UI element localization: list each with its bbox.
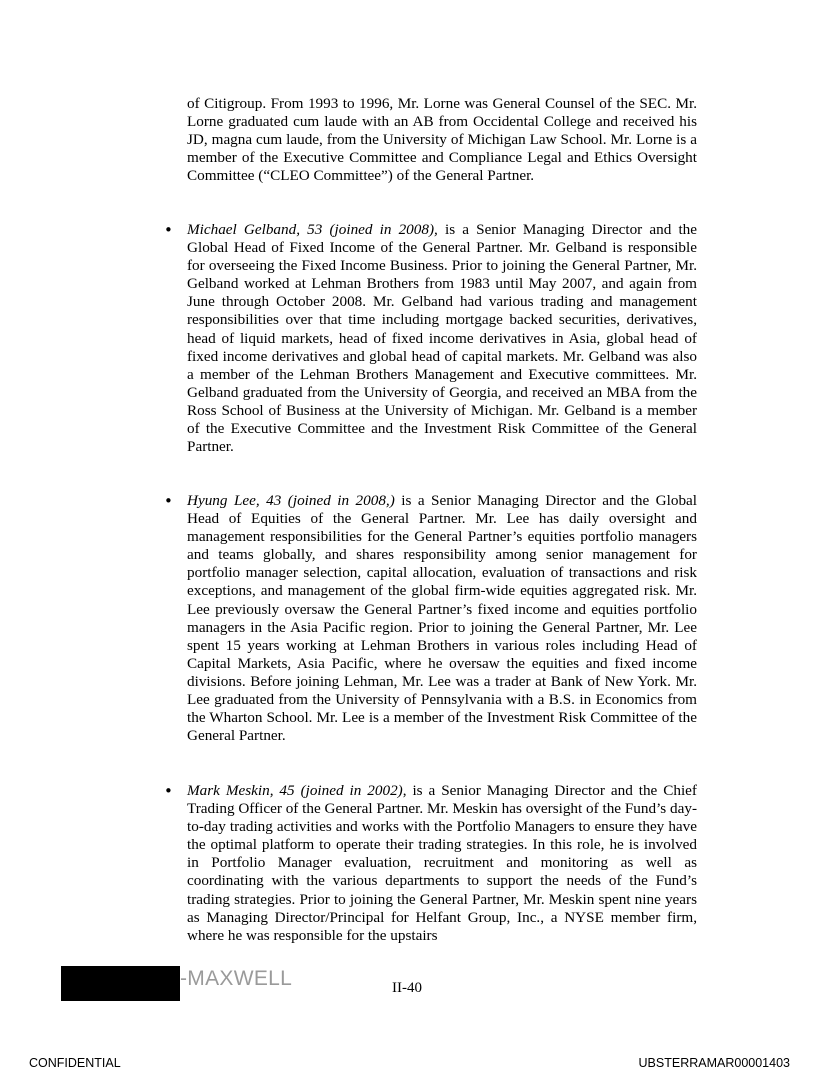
confidential-label: CONFIDENTIAL: [29, 1056, 121, 1070]
bullet-lee: •: [164, 492, 173, 510]
bio-gelband: [187, 221, 697, 456]
bio-text-gelband: is a Senior Managing Director and the Global Head of Fixed Income of the General Partner. Mr. Gelband is responsible for overseeing the Fixed Income Business. Prior to joining the General Partner, Mr. Gelband worked at Lehman Brothers from 1983 until May 2007, and again from June through October 2008. Mr. Gelband had various trading and management responsibilities over that time including mortgage backed securities, derivatives, head of liquid markets, head of fixed income derivatives in Asia, global head of fixed income derivatives and global head of capital markets. Mr. Gelband was also a member of the Lehman Brothers Management and Executive committees. Mr. Gelband graduated from the University of Georgia, and received an MBA from the Ross School of Business at the University of Michigan. Mr. Gelband is a member of the Executive Committee and the Investment Risk Committee of the General Partner.: [187, 221, 698, 456]
bullet-meskin: •: [164, 782, 173, 800]
continued-paragraph: of Citigroup. From 1993 to 1996, Mr. Lorne was General Counsel of the SEC. Mr. Lorne graduated cum laude with an AB from Occidental College and received his JD, magna cum laude, from the University of Michigan Law School. Mr. Lorne is a member of the Executive Committee and Compliance Legal and Ethics Oversight Committee (“CLEO Committee”) of the General Partner.: [187, 95, 697, 185]
bio-name-lee: Hyung Lee, 43 (joined in 2008,): [187, 492, 395, 509]
bio-lee: [187, 492, 697, 745]
bullet-gelband: •: [164, 221, 173, 239]
maxwell-stamp: -MAXWELL: [180, 967, 293, 990]
bates-number: UBSTERRAMAR00001403: [638, 1056, 790, 1070]
bio-name-gelband: Michael Gelband, 53 (joined in 2008),: [187, 221, 438, 238]
page-number: II-40: [392, 980, 422, 996]
bio-name-meskin: Mark Meskin, 45 (joined in 2002): [187, 782, 403, 799]
bio-text-meskin: , is a Senior Managing Director and the Chief Trading Officer of the General Partner. Mr. Meskin has oversight of the Fund’s day-to-day trading activities and works with the Portfolio Managers to ensure they have the optimal platform to operate their trading strategies. In this role, he is involved in Portfolio Manager evaluation, recruitment and monitoring as well as coordinating with the various departments to support the needs of the Fund’s trading strategies. Prior to joining the General Partner, Mr. Meskin spent nine years as Managing Director/Principal for Helfant Group, Inc., a NYSE member firm, where he was responsible for the upstairs: [187, 782, 697, 944]
bio-meskin: [187, 782, 697, 945]
redaction-box: [61, 966, 180, 1001]
bio-text-lee: is a Senior Managing Director and the Global Head of Equities of the General Partner. Mr. Lee has daily oversight and management responsibilities for the General Partner’s equities portfolio managers and teams globally, and shares responsibility among senior management for portfolio manager selection, capital allocation, evaluation of transactions and risk exceptions, and management of the global firm-wide equities aggregated risk. Mr. Lee previously oversaw the General Partner’s fixed income and equities portfolio managers in the Asia Pacific region. Prior to joining the General Partner, Mr. Lee spent 15 years working at Lehman Brothers in various roles including Head of Capital Markets, Asia Pacific, where he oversaw the equities and fixed income divisions. Before joining Lehman, Mr. Lee was a trader at Bank of New York. Mr. Lee graduated from the University of Pennsylvania with a B.S. in Economics from the Wharton School. Mr. Lee is a member of the Investment Risk Committee of the General Partner.: [187, 492, 697, 745]
